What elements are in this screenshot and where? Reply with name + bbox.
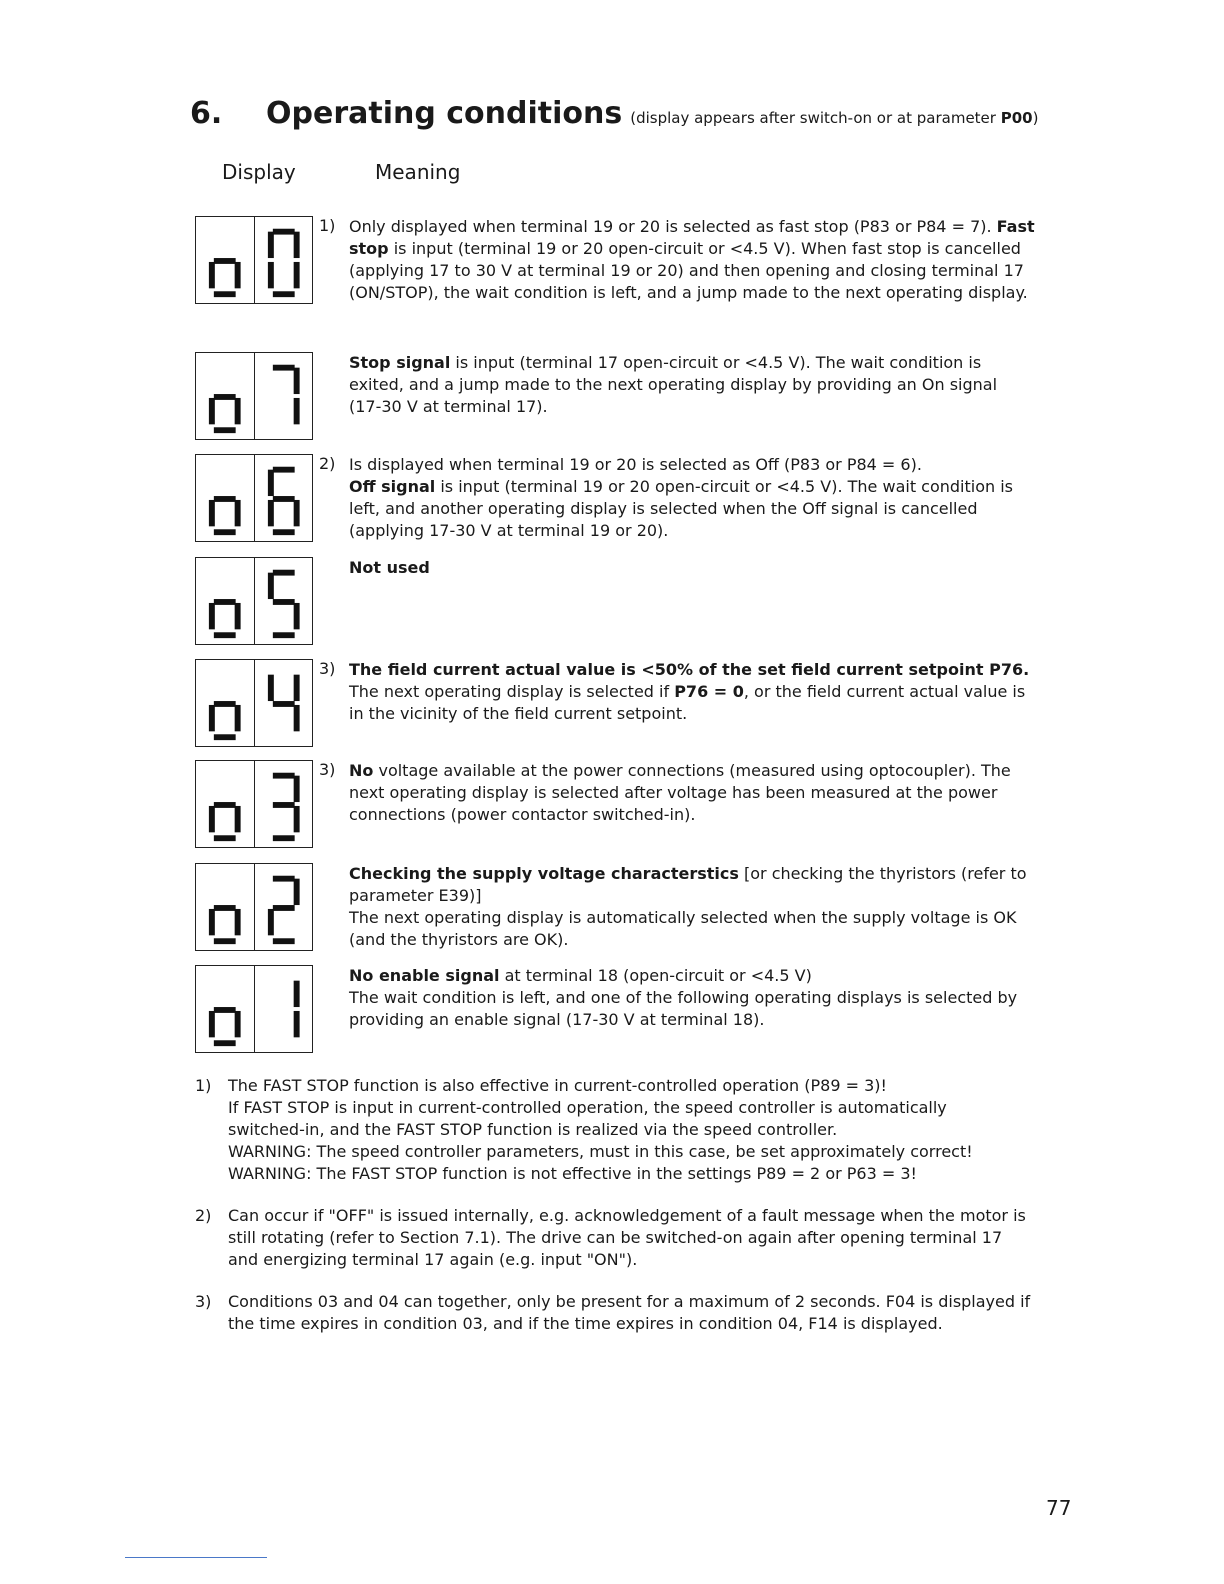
footnote-line: If FAST STOP is input in current-controlled operation, the speed controller is automatically — [228, 1098, 947, 1117]
meaning-line: in the vicinity of the field current setpoint. — [349, 704, 688, 723]
display-digit-left — [196, 761, 254, 847]
display-digit-left — [196, 966, 254, 1052]
footnote-line: WARNING: The speed controller parameters, must in this case, be set approximately correct! — [228, 1142, 973, 1161]
footnote-line: the time expires in condition 03, and if the time expires in condition 04, F14 is displayed. — [228, 1314, 943, 1333]
meaning-line: The next operating display is selected if P76 = 0, or the field current actual value is — [349, 682, 1026, 701]
seven-segment-display — [195, 557, 313, 645]
segment-c — [235, 500, 241, 526]
segment-c — [293, 1011, 299, 1037]
condition-meaning — [349, 216, 1049, 304]
display-digit-right — [254, 217, 313, 303]
segment-g — [272, 599, 294, 605]
footnote-line: still rotating (refer to Section 7.1). The drive can be switched-on again after opening terminal 17 — [228, 1228, 1003, 1247]
segment-b — [293, 675, 299, 701]
segment-g — [214, 905, 236, 911]
display-digit-left — [196, 455, 254, 541]
segment-a — [272, 570, 294, 576]
meaning-line: stop is input (terminal 19 or 20 open-circuit or <4.5 V). When fast stop is cancelled — [349, 239, 1021, 258]
segment-c — [293, 806, 299, 832]
segment-f — [267, 573, 273, 599]
section-title: Operating conditions — [266, 96, 623, 131]
display-digit-left — [196, 660, 254, 746]
segment-g — [272, 496, 294, 502]
meaning-line: Off signal is input (terminal 19 or 20 open-circuit or <4.5 V). The wait condition is — [349, 477, 1014, 496]
segment-e — [267, 262, 273, 288]
segment-d — [214, 938, 236, 944]
display-digit-left — [196, 217, 254, 303]
footnote-item — [195, 1075, 1055, 1185]
footnote-marker: 1) — [319, 216, 336, 235]
meaning-line: exited, and a jump made to the next operating display by providing an On signal — [349, 375, 998, 394]
column-header-display: Display — [222, 160, 296, 184]
display-digit-right — [254, 353, 313, 439]
condition-meaning — [349, 454, 1049, 542]
meaning-line: Not used — [349, 558, 430, 577]
segment-c — [235, 262, 241, 288]
footer-rule — [125, 1557, 267, 1558]
display-digit-right — [254, 455, 313, 541]
segment-f — [267, 232, 273, 258]
footnote-line: switched-in, and the FAST STOP function is realized via the speed controller. — [228, 1120, 838, 1139]
meaning-line: left, and another operating display is selected when the Off signal is cancelled — [349, 499, 978, 518]
segment-e — [209, 1011, 215, 1037]
footnote-line: and energizing terminal 17 again (e.g. input "ON"). — [228, 1250, 638, 1269]
meaning-line: Only displayed when terminal 19 or 20 is selected as fast stop (P83 or P84 = 7). Fast — [349, 217, 1035, 236]
display-digit-right — [254, 558, 313, 644]
segment-f — [267, 675, 273, 701]
footnote-text — [228, 1205, 1055, 1271]
segment-b — [293, 981, 299, 1007]
seven-segment-display — [195, 965, 313, 1053]
meaning-line: Checking the supply voltage characterstics [or checking the thyristors (refer to — [349, 864, 1027, 883]
section-heading — [190, 96, 1038, 131]
segment-c — [235, 1011, 241, 1037]
segment-d — [214, 427, 236, 433]
display-digit-right — [254, 660, 313, 746]
footnote-line: WARNING: The FAST STOP function is not effective in the settings P89 = 2 or P63 = 3! — [228, 1164, 917, 1183]
seven-segment-display — [195, 454, 313, 542]
display-digit-right — [254, 864, 313, 950]
footnote-line: Conditions 03 and 04 can together, only be present for a maximum of 2 seconds. F04 is displayed if — [228, 1292, 1031, 1311]
segment-c — [293, 500, 299, 526]
segment-e — [209, 398, 215, 424]
segment-c — [235, 603, 241, 629]
condition-meaning — [349, 557, 1049, 579]
seven-segment-display — [195, 760, 313, 848]
footnote-line: Can occur if "OFF" is issued internally, e.g. acknowledgement of a fault message when the motor is — [228, 1206, 1026, 1225]
segment-d — [272, 835, 294, 841]
meaning-line: connections (power contactor switched-in). — [349, 805, 696, 824]
meaning-line: (17-30 V at terminal 17). — [349, 397, 548, 416]
segment-b — [293, 368, 299, 394]
segment-e — [267, 500, 273, 526]
segment-g — [214, 599, 236, 605]
footnote-number: 3) — [195, 1292, 212, 1311]
segment-d — [214, 1040, 236, 1046]
segment-g — [214, 701, 236, 707]
segment-c — [293, 705, 299, 731]
segment-d — [214, 835, 236, 841]
display-digit-left — [196, 864, 254, 950]
footnote-number: 1) — [195, 1076, 212, 1095]
meaning-line: No enable signal at terminal 18 (open-circuit or <4.5 V) — [349, 966, 812, 985]
section-number: 6. — [190, 96, 223, 131]
segment-e — [209, 262, 215, 288]
seven-segment-display — [195, 659, 313, 747]
footnote-marker: 3) — [319, 760, 336, 779]
footnote-item — [195, 1291, 1055, 1335]
meaning-line: The wait condition is left, and one of the following operating displays is selected by — [349, 988, 1018, 1007]
segment-a — [272, 365, 294, 371]
meaning-line: Stop signal is input (terminal 17 open-circuit or <4.5 V). The wait condition is — [349, 353, 982, 372]
meaning-line: (applying 17-30 V at terminal 19 or 20). — [349, 521, 669, 540]
display-digit-left — [196, 558, 254, 644]
segment-a — [272, 876, 294, 882]
segment-e — [209, 909, 215, 935]
meaning-line: The next operating display is automatically selected when the supply voltage is OK — [349, 908, 1017, 927]
segment-d — [272, 632, 294, 638]
segment-f — [267, 470, 273, 496]
footnote-line: The FAST STOP function is also effective in current-controlled operation (P89 = 3)! — [228, 1076, 887, 1095]
condition-meaning — [349, 965, 1049, 1031]
meaning-line: No voltage available at the power connections (measured using optocoupler). The — [349, 761, 1011, 780]
meaning-line: (and the thyristors are OK). — [349, 930, 569, 949]
condition-meaning — [349, 659, 1049, 725]
segment-d — [272, 529, 294, 535]
display-digit-right — [254, 761, 313, 847]
segment-b — [293, 879, 299, 905]
page-number: 77 — [1046, 1496, 1072, 1520]
meaning-line: Is displayed when terminal 19 or 20 is selected as Off (P83 or P84 = 6). — [349, 455, 922, 474]
footnote-number: 2) — [195, 1206, 212, 1225]
segment-c — [293, 262, 299, 288]
seven-segment-display — [195, 216, 313, 304]
segment-d — [214, 632, 236, 638]
condition-meaning — [349, 352, 1049, 418]
meaning-line: (ON/STOP), the wait condition is left, and a jump made to the next operating display. — [349, 283, 1028, 302]
footnote-text — [228, 1075, 1055, 1185]
segment-g — [272, 905, 294, 911]
footnote-marker: 3) — [319, 659, 336, 678]
segment-g — [214, 802, 236, 808]
segment-b — [293, 776, 299, 802]
meaning-line: next operating display is selected after voltage has been measured at the power — [349, 783, 998, 802]
segment-b — [293, 232, 299, 258]
segment-g — [214, 496, 236, 502]
segment-d — [214, 734, 236, 740]
meaning-line: (applying 17 to 30 V at terminal 19 or 20) and then opening and closing terminal 17 — [349, 261, 1024, 280]
segment-e — [209, 806, 215, 832]
meaning-line: The field current actual value is <50% of the set field current setpoint P76. — [349, 660, 1030, 679]
segment-g — [214, 258, 236, 264]
segment-e — [209, 603, 215, 629]
segment-e — [209, 705, 215, 731]
footnotes — [195, 1075, 1055, 1355]
footnote-marker: 2) — [319, 454, 336, 473]
section-subtitle: (display appears after switch-on or at parameter P00) — [630, 109, 1039, 127]
segment-d — [272, 938, 294, 944]
segment-c — [293, 398, 299, 424]
segment-d — [214, 529, 236, 535]
meaning-line: parameter E39)] — [349, 886, 482, 905]
meaning-line: providing an enable signal (17-30 V at terminal 18). — [349, 1010, 765, 1029]
display-digit-left — [196, 353, 254, 439]
segment-c — [293, 603, 299, 629]
segment-c — [235, 806, 241, 832]
segment-a — [272, 773, 294, 779]
segment-a — [272, 229, 294, 235]
segment-g — [272, 802, 294, 808]
segment-e — [209, 500, 215, 526]
segment-c — [235, 398, 241, 424]
column-header-meaning: Meaning — [375, 160, 461, 184]
segment-c — [235, 909, 241, 935]
segment-d — [214, 291, 236, 297]
segment-g — [214, 1007, 236, 1013]
footnote-item — [195, 1205, 1055, 1271]
segment-c — [235, 705, 241, 731]
segment-e — [267, 909, 273, 935]
condition-meaning — [349, 863, 1049, 951]
footnote-text — [228, 1291, 1055, 1335]
segment-g — [214, 394, 236, 400]
display-digit-right — [254, 966, 313, 1052]
condition-meaning — [349, 760, 1049, 826]
segment-a — [272, 467, 294, 473]
segment-d — [272, 291, 294, 297]
segment-g — [272, 701, 294, 707]
seven-segment-display — [195, 352, 313, 440]
seven-segment-display — [195, 863, 313, 951]
